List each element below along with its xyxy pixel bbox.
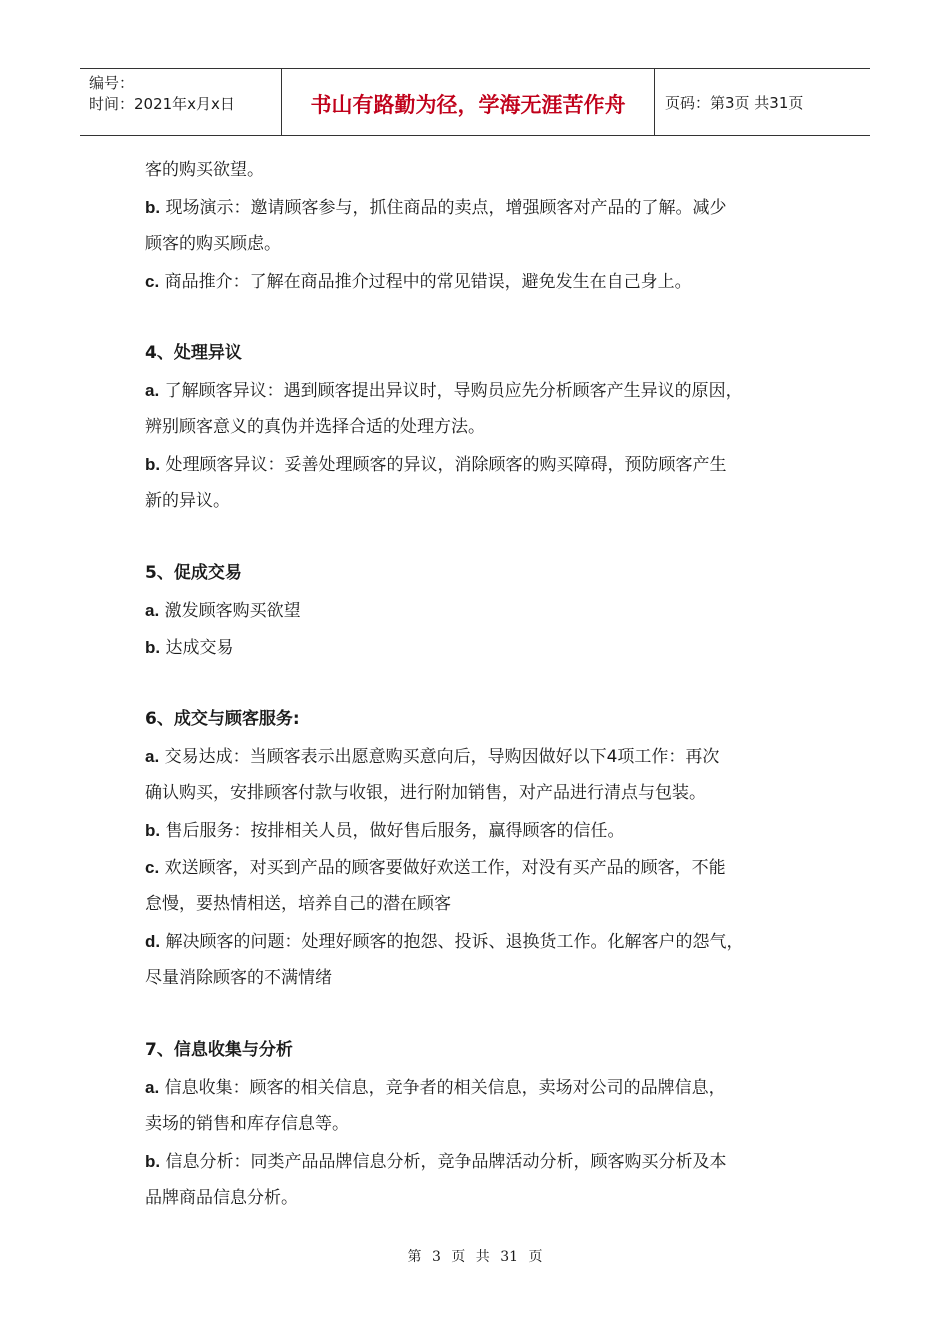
header-page-info: 页码：第3页 共31页 bbox=[665, 93, 804, 112]
body-line: 品牌商品信息分析。 bbox=[145, 1188, 298, 1208]
item-marker: b. bbox=[145, 455, 161, 474]
section-gap bbox=[145, 300, 825, 335]
list-item: a. 信息收集：顾客的相关信息，竞争者的相关信息，卖场对公司的品牌信息， bbox=[145, 1078, 726, 1098]
document-number-label: 编号： bbox=[89, 74, 135, 92]
section-heading: 5、促成交易 bbox=[145, 563, 242, 583]
item-marker: b. bbox=[145, 821, 161, 840]
item-marker: c. bbox=[145, 858, 160, 877]
document-body bbox=[145, 152, 825, 1217]
list-item: a. 激发顾客购买欲望 bbox=[145, 601, 301, 621]
list-item: a. 交易达成：当顾客表示出愿意购买意向后，导购因做好以下4项工作：再次 bbox=[145, 747, 720, 767]
body-line: 卖场的销售和库存信息等。 bbox=[145, 1114, 349, 1134]
item-marker: a. bbox=[145, 747, 160, 766]
body-line: 客的购买欲望。 bbox=[145, 160, 264, 180]
section-heading: 7、信息收集与分析 bbox=[145, 1040, 293, 1060]
section-gap bbox=[145, 997, 825, 1032]
item-marker: c. bbox=[145, 272, 160, 291]
section-heading: 4、处理异议 bbox=[145, 343, 242, 363]
item-marker: b. bbox=[145, 1152, 161, 1171]
page-footer: 第 3 页 共 31 页 bbox=[407, 1249, 543, 1265]
list-item: d. 解决顾客的问题：处理好顾客的抱怨、投诉、退换货工作。化解客户的怨气， bbox=[145, 932, 744, 952]
list-item: b. 处理顾客异议：妥善处理顾客的异议，消除顾客的购买障碍，预防顾客产生 bbox=[145, 455, 727, 475]
section-gap bbox=[145, 520, 825, 555]
body-line: 辨别顾客意义的真伪并选择合适的处理方法。 bbox=[145, 417, 485, 437]
item-marker: d. bbox=[145, 932, 161, 951]
list-item: b. 达成交易 bbox=[145, 638, 234, 658]
section-heading: 6、成交与顾客服务: bbox=[145, 709, 300, 729]
list-item: c. 商品推介：了解在商品推介过程中的常见错误，避免发生在自己身上。 bbox=[145, 272, 692, 292]
body-line: 顾客的购买顾虑。 bbox=[145, 234, 281, 254]
list-item: b. 售后服务：按排相关人员，做好售后服务，赢得顾客的信任。 bbox=[145, 821, 625, 841]
section-gap bbox=[145, 666, 825, 701]
item-marker: a. bbox=[145, 381, 160, 400]
header-meta bbox=[80, 69, 282, 135]
item-marker: b. bbox=[145, 638, 161, 657]
body-line: 新的异议。 bbox=[145, 491, 230, 511]
item-marker: a. bbox=[145, 601, 160, 620]
list-item: a. 了解顾客异议：遇到顾客提出异议时，导购员应先分析顾客产生异议的原因， bbox=[145, 381, 743, 401]
list-item: b. 现场演示：邀请顾客参与，抓住商品的卖点，增强顾客对产品的了解。减少 bbox=[145, 198, 727, 218]
header-motto: 书山有路勤为径，学海无涯苦作舟 bbox=[282, 69, 655, 135]
page-header bbox=[80, 68, 870, 136]
document-date: 时间：2021年x月x日 bbox=[89, 95, 235, 113]
body-line: 怠慢，要热情相送，培养自己的潜在顾客 bbox=[145, 894, 451, 914]
body-line: 尽量消除顾客的不满情绪 bbox=[145, 968, 332, 988]
list-item: b. 信息分析：同类产品品牌信息分析，竞争品牌活动分析，顾客购买分析及本 bbox=[145, 1152, 727, 1172]
list-item: c. 欢送顾客，对买到产品的顾客要做好欢送工作，对没有买产品的顾客，不能 bbox=[145, 858, 726, 878]
item-marker: b. bbox=[145, 198, 161, 217]
item-marker: a. bbox=[145, 1078, 160, 1097]
body-line: 确认购买，安排顾客付款与收银，进行附加销售，对产品进行清点与包装。 bbox=[145, 783, 706, 803]
